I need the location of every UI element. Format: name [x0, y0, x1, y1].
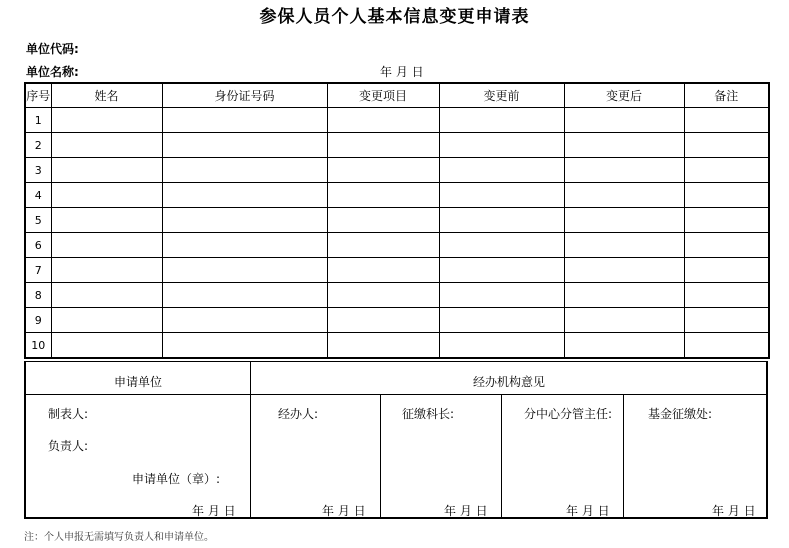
table-row	[25, 333, 769, 359]
applicant-unit-header: 申请单位	[113, 375, 162, 389]
row-after[interactable]	[564, 158, 684, 183]
date-fund-office: 年 月 日	[712, 504, 756, 518]
row-name[interactable]	[51, 133, 162, 158]
approval-section	[24, 361, 768, 519]
row-before[interactable]	[439, 108, 564, 133]
col-remarks: 备注	[684, 83, 769, 108]
col-name: 姓名	[51, 83, 162, 108]
row-seq: 3	[25, 158, 51, 183]
row-remarks[interactable]	[684, 233, 769, 258]
row-change-item[interactable]	[327, 108, 439, 133]
table-row	[25, 108, 769, 133]
responsible-label: 负责人:	[48, 439, 89, 453]
row-seq: 10	[25, 333, 51, 359]
row-remarks[interactable]	[684, 158, 769, 183]
row-id-number[interactable]	[162, 283, 327, 308]
row-remarks[interactable]	[684, 308, 769, 333]
col-seq: 序号	[25, 83, 51, 108]
row-name[interactable]	[51, 283, 162, 308]
date-handler: 年 月 日	[322, 504, 366, 518]
row-remarks[interactable]	[684, 208, 769, 233]
row-before[interactable]	[439, 208, 564, 233]
row-seq: 9	[25, 308, 51, 333]
table-row	[25, 258, 769, 283]
row-change-item[interactable]	[327, 208, 439, 233]
row-after[interactable]	[564, 283, 684, 308]
row-change-item[interactable]	[327, 283, 439, 308]
row-remarks[interactable]	[684, 183, 769, 208]
row-after[interactable]	[564, 133, 684, 158]
row-id-number[interactable]	[162, 308, 327, 333]
date-section-chief: 年 月 日	[444, 504, 488, 518]
section-chief-label: 征缴科长:	[402, 407, 455, 421]
row-change-item[interactable]	[327, 183, 439, 208]
footnote: 注：个人申报无需填写负责人和申请单位。	[24, 532, 214, 543]
table-row	[25, 158, 769, 183]
row-change-item[interactable]	[327, 233, 439, 258]
row-id-number[interactable]	[162, 208, 327, 233]
row-before[interactable]	[439, 133, 564, 158]
row-name[interactable]	[51, 208, 162, 233]
fund-office-label: 基金征缴处:	[648, 407, 713, 421]
col-before: 变更前	[439, 83, 564, 108]
row-remarks[interactable]	[684, 258, 769, 283]
row-change-item[interactable]	[327, 133, 439, 158]
row-id-number[interactable]	[162, 258, 327, 283]
row-remarks[interactable]	[684, 333, 769, 359]
row-id-number[interactable]	[162, 183, 327, 208]
unit-code-label: 单位代码:	[26, 42, 79, 56]
row-name[interactable]	[51, 308, 162, 333]
header-date: 年 月 日	[380, 65, 424, 79]
row-id-number[interactable]	[162, 158, 327, 183]
row-after[interactable]	[564, 183, 684, 208]
row-seq: 1	[25, 108, 51, 133]
row-name[interactable]	[51, 158, 162, 183]
row-before[interactable]	[439, 258, 564, 283]
row-id-number[interactable]	[162, 233, 327, 258]
row-seq: 4	[25, 183, 51, 208]
row-remarks[interactable]	[684, 108, 769, 133]
col-change-item: 变更项目	[327, 83, 439, 108]
change-table	[24, 82, 770, 359]
row-name[interactable]	[51, 183, 162, 208]
row-change-item[interactable]	[327, 258, 439, 283]
row-seq: 6	[25, 233, 51, 258]
page-title: 参保人员个人基本信息变更申请表	[259, 7, 530, 27]
row-after[interactable]	[564, 258, 684, 283]
row-id-number[interactable]	[162, 333, 327, 359]
date-applicant: 年 月 日	[192, 504, 236, 518]
sub-center-label: 分中心分管主任:	[524, 407, 613, 421]
table-row	[25, 183, 769, 208]
row-seq: 5	[25, 208, 51, 233]
row-remarks[interactable]	[684, 133, 769, 158]
row-name[interactable]	[51, 258, 162, 283]
col-after: 变更后	[564, 83, 684, 108]
table-row	[25, 233, 769, 258]
row-before[interactable]	[439, 183, 564, 208]
row-change-item[interactable]	[327, 308, 439, 333]
row-name[interactable]	[51, 108, 162, 133]
row-name[interactable]	[51, 333, 162, 359]
row-before[interactable]	[439, 283, 564, 308]
row-id-number[interactable]	[162, 108, 327, 133]
row-before[interactable]	[439, 158, 564, 183]
preparer-label: 制表人:	[48, 407, 89, 421]
row-after[interactable]	[564, 208, 684, 233]
row-after[interactable]	[564, 308, 684, 333]
row-before[interactable]	[439, 308, 564, 333]
row-change-item[interactable]	[327, 158, 439, 183]
row-remarks[interactable]	[684, 283, 769, 308]
table-header-row	[25, 83, 769, 108]
unit-name-label: 单位名称:	[26, 65, 79, 79]
table-row	[25, 208, 769, 233]
row-after[interactable]	[564, 108, 684, 133]
row-name[interactable]	[51, 233, 162, 258]
table-row	[25, 308, 769, 333]
date-sub-center: 年 月 日	[566, 504, 610, 518]
row-before[interactable]	[439, 333, 564, 359]
agency-opinion-header: 经办机构意见	[472, 375, 545, 389]
row-after[interactable]	[564, 233, 684, 258]
handler-label: 经办人:	[278, 407, 319, 421]
row-seq: 2	[25, 133, 51, 158]
col-id-number: 身份证号码	[162, 83, 327, 108]
row-after[interactable]	[564, 333, 684, 359]
row-seq: 7	[25, 258, 51, 283]
row-seq: 8	[25, 283, 51, 308]
table-row	[25, 283, 769, 308]
row-before[interactable]	[439, 233, 564, 258]
applicant-seal-label: 申请单位（章）:	[132, 472, 221, 486]
table-row	[25, 133, 769, 158]
row-id-number[interactable]	[162, 133, 327, 158]
row-change-item[interactable]	[327, 333, 439, 359]
